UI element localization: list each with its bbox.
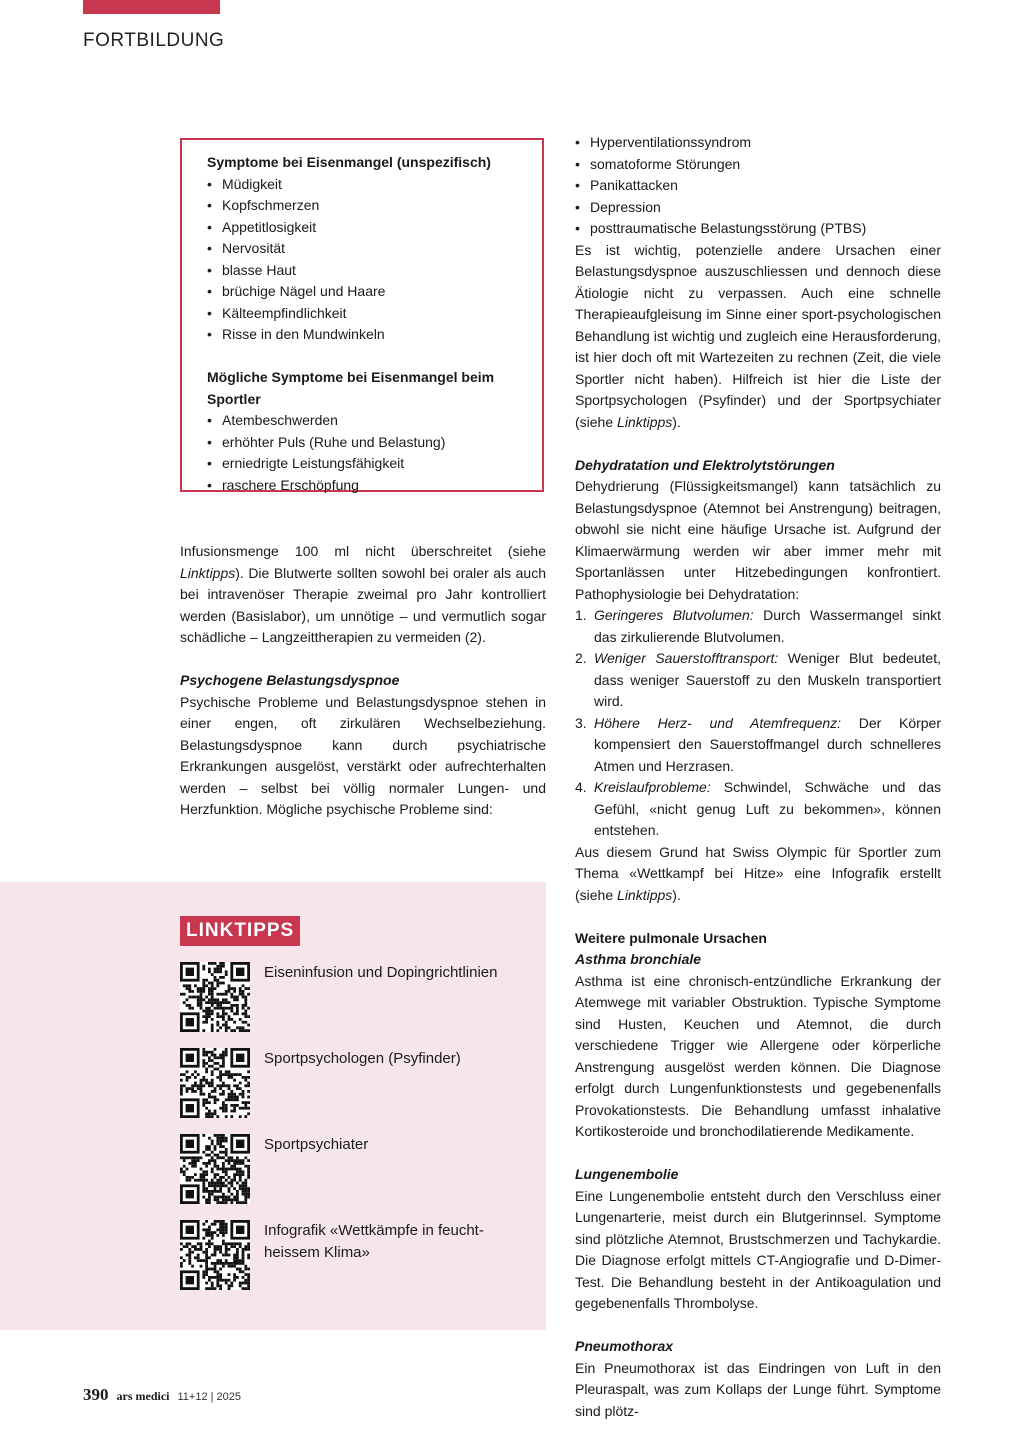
list-item: 4. Kreislaufprobleme: Schwindel, Schwäche und das Gefühl, «nicht genug Luft zu bekommen», können entstehen. bbox=[575, 779, 941, 838]
paragraph-dehydration: Dehydrierung (Flüssigkeitsmangel) kann tatsächlich zu Belastungsdyspnoe (Atemnot bei Anstrengung) beitragen, obwohl sie nicht eine häufige Ursache ist. Aufgrund der Klimaerwärmung werden wir aber immer mehr mit Sportanlässen unter Hitzebedingungen konfrontiert. Pathophysiologie bei Dehydratation: bbox=[575, 478, 941, 602]
list-item: • raschere Erschöpfung bbox=[207, 475, 528, 497]
link-item-infografik[interactable] bbox=[180, 1220, 540, 1292]
linktipps-reference: Linktipps bbox=[617, 886, 673, 903]
qr-code-icon[interactable] bbox=[180, 1134, 250, 1204]
unspecific-symptom-list bbox=[207, 174, 528, 346]
link-label[interactable]: Eiseninfusion und Dopingrichtlinien bbox=[264, 964, 498, 981]
athlete-symptom-list bbox=[207, 410, 528, 496]
page-number: 390 bbox=[83, 1385, 109, 1404]
list-item: 2. Weniger Sauerstofftransport: Weniger Blut bedeutet, dass weniger Sauerstoff zu den Muskeln transportiert wird. bbox=[575, 650, 942, 709]
box-heading-athlete: Mögliche Symptome bei Eisenmangel beim Sportler bbox=[207, 369, 495, 407]
magazine-name: ars medici bbox=[116, 1389, 170, 1403]
list-item: • Atembeschwerden bbox=[207, 410, 528, 432]
paragraph-pneumothorax: Ein Pneumothorax ist das Eindringen von Luft in den Pleuraspalt, was zum Kollaps der Lunge führt. Symptome sind plötz- bbox=[575, 1359, 941, 1419]
linktipps-reference: Linktipps bbox=[617, 413, 673, 430]
paragraph-swiss-olympic: Aus diesem Grund hat Swiss Olympic für Sportler zum Thema «Wettkampf bei Hitze» eine Infografik erstellt (siehe Linktipps). bbox=[575, 843, 941, 903]
list-item: 3. Höhere Herz- und Atemfrequenz: Der Körper kompensiert den Sauerstoffmangel durch schnelleres Atmen und Herzrasen. bbox=[575, 714, 941, 774]
paragraph-psychogene: Psychische Probleme und Belastungsdyspnoe stehen in einer engen, oft zirkulären Wechselbeziehung. Belastungsdyspnoe kann durch psychiatrische Erkrankungen ausgelöst, verstärkt oder aufrechterhalten werden – selbst bei völlig normaler Lungen- und Herzfunktion. Mögliche psychische Probleme sind: bbox=[180, 693, 546, 817]
list-item: • Risse in den Mundwinkeln bbox=[207, 324, 528, 346]
list-item: • blasse Haut bbox=[207, 260, 528, 282]
qr-code-icon[interactable] bbox=[180, 962, 250, 1032]
link-item-eiseninfusion[interactable] bbox=[180, 962, 540, 1034]
heading-embolism: Lungenembolie bbox=[575, 1166, 679, 1182]
qr-code-icon[interactable] bbox=[180, 1048, 250, 1118]
list-item: • Kopfschmerzen bbox=[207, 195, 528, 217]
list-item: • Hyperventilationssyndrom bbox=[575, 132, 941, 154]
link-item-sportpsychiater[interactable] bbox=[180, 1134, 540, 1206]
link-label[interactable]: Sportpsychiater bbox=[264, 1136, 369, 1153]
link-label[interactable]: Sportpsychologen (Psyfinder) bbox=[264, 1050, 461, 1067]
paragraph-asthma: Asthma ist eine chronisch-entzündliche Erkrankung der Atemwege mit variabler Obstruktion. Typische Symptome sind Husten, Keuchen und Atemnot, die durch verschiedene Trigger wie Allergene oder körperliche Anstrengung ausgelöst werden können. Die Diagnose erfolgt durch Lungenfunktionstests und gegebenenfalls Provokationstests. Die Behandlung umfasst inhalative Kortikosteroide und bronchodilatierende Medikamente. bbox=[575, 972, 941, 1139]
list-item: • Müdigkeit bbox=[207, 174, 528, 196]
list-item: • Kälteempfindlichkeit bbox=[207, 303, 528, 325]
list-item: • Appetitlosigkeit bbox=[207, 217, 528, 239]
link-item-psyfinder[interactable] bbox=[180, 1048, 540, 1120]
link-label[interactable]: Infografik «Wettkämpfe in feucht-heissem Klima» bbox=[264, 1222, 484, 1261]
heading-psychogene: Psychogene Belastungsdyspnoe bbox=[180, 672, 400, 688]
paragraph-infusion: Infusionsmenge 100 ml nicht überschreitet (siehe Linktipps). Die Blutwerte sollten sowohl bei oraler als auch bei intravenöser Therapie zweimal pro Jahr kontrolliert werden (Basislabor), um unnötige – und vermutlich sogar schädliche – Langzeittherapien zu vermeiden (2). bbox=[180, 543, 546, 645]
list-item: • somatoforme Störungen bbox=[575, 154, 941, 176]
right-column bbox=[575, 132, 941, 1422]
heading-dehydration: Dehydratation und Elektrolytstörungen bbox=[575, 456, 835, 473]
list-item: • erhöhter Puls (Ruhe und Belastung) bbox=[207, 432, 528, 454]
list-item: • Nervosität bbox=[207, 238, 528, 260]
heading-pulmonary: Weitere pulmonale Ursachen bbox=[575, 929, 767, 946]
list-item: • erniedrigte Leistungsfähigkeit bbox=[207, 453, 528, 475]
symptom-box bbox=[180, 138, 544, 492]
issue-label: 11+12 | 2025 bbox=[177, 1391, 242, 1403]
list-item: • Panikattacken bbox=[575, 175, 941, 197]
accent-bar bbox=[83, 0, 220, 14]
qr-code-icon[interactable] bbox=[180, 1220, 250, 1290]
linktipps-title: LINKTIPPS bbox=[180, 916, 300, 946]
section-label: FORTBILDUNG bbox=[83, 30, 225, 51]
heading-asthma: Asthma bronchiale bbox=[575, 951, 702, 967]
list-item: • posttraumatische Belastungsstörung (PTBS) bbox=[575, 218, 941, 240]
heading-pneumothorax: Pneumothorax bbox=[575, 1338, 674, 1354]
list-item: • brüchige Nägel und Haare bbox=[207, 281, 528, 303]
psych-problem-list bbox=[575, 132, 941, 240]
linktipps-reference: Linktipps bbox=[180, 564, 236, 581]
left-column bbox=[180, 541, 546, 821]
list-item: • Depression bbox=[575, 197, 941, 219]
box-heading-unspecific: Symptome bei Eisenmangel (unspezifisch) bbox=[207, 154, 491, 170]
paragraph-embolism: Eine Lungenembolie entsteht durch den Verschluss einer Lungenarterie, meist durch ein Blutgerinnsel. Symptome sind plötzliche Atemnot, Brustschmerzen und Tachykardie. Die Diagnose erfolgt mittels CT-Angiografie und D-Dimer-Test. Die Behandlung besteht in der Antikoagulation und gegebenenfalls Thrombolyse. bbox=[575, 1187, 941, 1311]
paragraph-therapy: Es ist wichtig, potenzielle andere Ursachen einer Belastungsdyspnoe auszuschliessen und dennoch diese Ätiologie nicht zu verpassen. Auch eine schnelle Therapieaufgleisung im Sinne einer sport-psychologischen Behandlung ist wichtig und zugleich eine Herausforderung, ist hier doch oft mit Wartezeiten zu rechnen (Zeit, die viele Sportler nicht haben). Hilfreich ist hier die Liste der Sportpsychologen (Psyfinder) und der Sportpsychiater (siehe Linktipps). bbox=[575, 241, 941, 430]
pathophysiology-list bbox=[575, 605, 941, 842]
page-footer bbox=[83, 1385, 241, 1405]
list-item: 1. Geringeres Blutvolumen: Durch Wassermangel sinkt das zirkulierende Blutvolumen. bbox=[575, 607, 942, 645]
